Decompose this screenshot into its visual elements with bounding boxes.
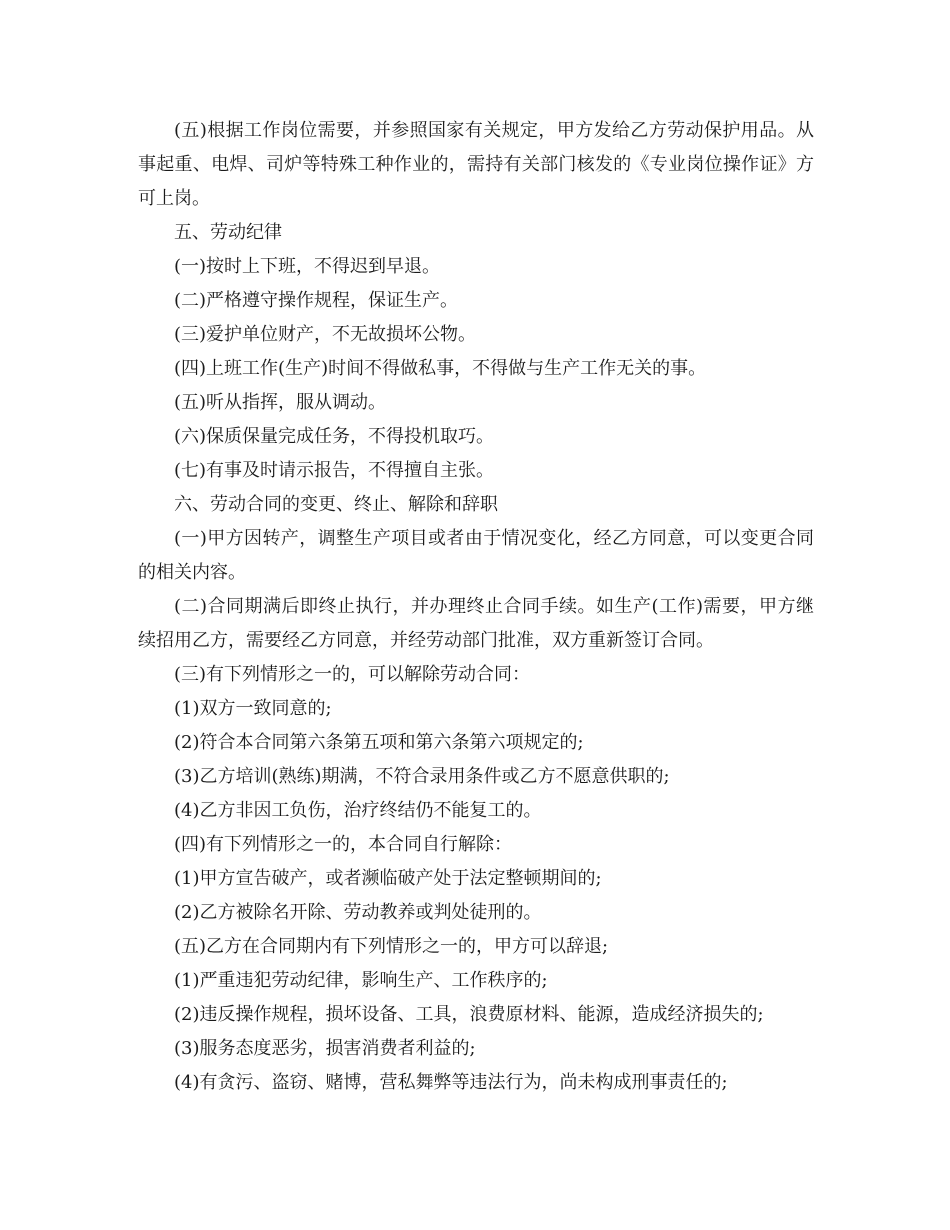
paragraph: (五)根据工作岗位需要，并参照国家有关规定，甲方发给乙方劳动保护用品。从事起重、电焊、司炉等特殊工种作业的，需持有关部门核发的《专业岗位操作证》方可上岗。 xyxy=(138,120,814,209)
paragraph: (一)按时上下班，不得迟到早退。 xyxy=(174,256,441,277)
list-item: (4)有贪污、盗窃、赌博，营私舞弊等违法行为，尚未构成刑事责任的; xyxy=(174,1072,728,1093)
paragraph: (四)有下列情形之一的，本合同自行解除： xyxy=(174,834,513,855)
section-heading: 五、劳动纪律 xyxy=(174,222,282,243)
paragraph: (五)听从指挥，服从调动。 xyxy=(174,392,387,413)
list-item: (3)服务态度恶劣，损害消费者利益的; xyxy=(174,1038,476,1059)
list-item: (2)符合本合同第六条第五项和第六条第六项规定的; xyxy=(174,732,584,753)
section-heading: 六、劳动合同的变更、终止、解除和辞职 xyxy=(174,494,498,515)
document-body xyxy=(138,114,814,1100)
paragraph: (七)有事及时请示报告，不得擅自主张。 xyxy=(174,460,495,481)
paragraph: (六)保质保量完成任务，不得投机取巧。 xyxy=(174,426,495,447)
list-item: (4)乙方非因工负伤，治疗终结仍不能复工的。 xyxy=(174,800,542,821)
paragraph: (四)上班工作(生产)时间不得做私事，不得做与生产工作无关的事。 xyxy=(174,358,707,379)
paragraph: (二)严格遵守操作规程，保证生产。 xyxy=(174,290,459,311)
paragraph: (一)甲方因转产，调整生产项目或者由于情况变化，经乙方同意，可以变更合同的相关内容。 xyxy=(138,528,814,583)
list-item: (1)双方一致同意的; xyxy=(174,698,332,719)
paragraph: (三)有下列情形之一的，可以解除劳动合同： xyxy=(174,664,531,685)
paragraph: (二)合同期满后即终止执行，并办理终止合同手续。如生产(工作)需要，甲方继续招用乙方，需要经乙方同意，并经劳动部门批准，双方重新签订合同。 xyxy=(138,596,814,651)
paragraph: (五)乙方在合同期内有下列情形之一的，甲方可以辞退; xyxy=(174,936,609,957)
list-item: (2)乙方被除名开除、劳动教养或判处徒刑的。 xyxy=(174,902,542,923)
paragraph: (三)爱护单位财产，不无故损坏公物。 xyxy=(174,324,477,345)
list-item: (1)严重违犯劳动纪律，影响生产、工作秩序的; xyxy=(174,970,548,991)
list-item: (2)违反操作规程，损坏设备、工具，浪费原材料、能源，造成经济损失的; xyxy=(174,1004,764,1025)
list-item: (3)乙方培训(熟练)期满，不符合录用条件或乙方不愿意供职的; xyxy=(174,766,670,787)
list-item: (1)甲方宣告破产，或者濒临破产处于法定整顿期间的; xyxy=(174,868,602,889)
